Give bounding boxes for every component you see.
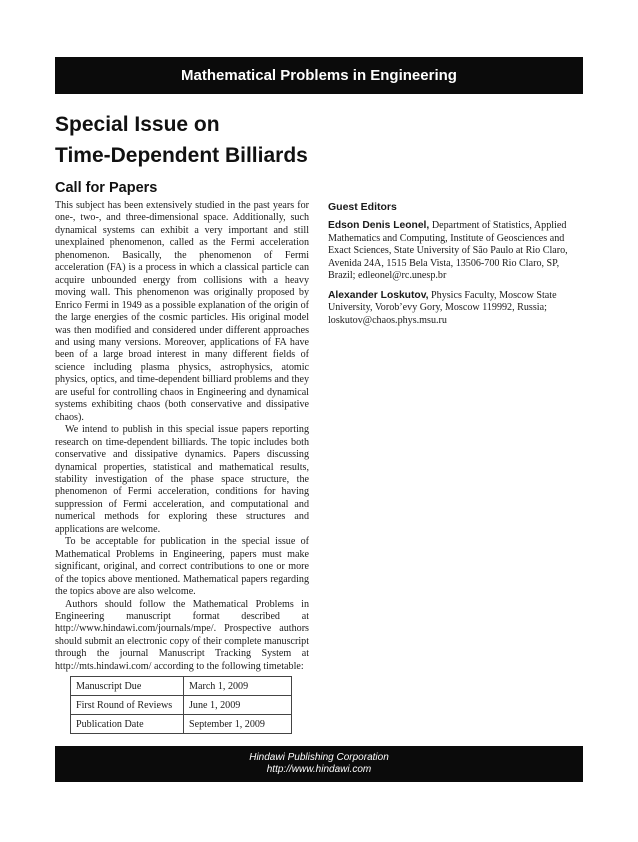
- journal-header-bar: [55, 57, 583, 94]
- publisher-footer: [55, 746, 583, 782]
- publisher-name: Hindawi Publishing Corporation: [249, 751, 389, 763]
- editor-affiliation: Department of Statistics, Applied Mathematics and Computing, Institute of Geosciences and Exact Sciences, State University of São Paulo at Rio Claro, Avenida 24A, 1515 Bela Vista, 13506-700 Rio Claro, SP, Brazil; edleonel@rc.unesp.br: [328, 220, 568, 282]
- publisher-url: http://www.hindawi.com: [266, 764, 372, 775]
- timetable-date: September 1, 2009: [184, 715, 292, 734]
- editor-affiliation: Physics Faculty, Moscow State University, Vorob’evy Gory, Moscow 119992, Russia; loskutov@chaos.phys.msu.ru: [328, 289, 557, 326]
- body-paragraph: Authors should follow the Mathematical Problems in Engineering manuscript format described at http://www.hindawi.com/journals/mpe/. Prospective authors should submit an electronic copy of their complete manuscript through the journal Manuscript Tracking System at http://mts.hindawi.com/ according to the following timetable:: [55, 598, 309, 672]
- call-body-text: [55, 200, 309, 673]
- editor-name: Alexander Loskutov,: [328, 289, 429, 301]
- timetable-date: June 1, 2009: [184, 696, 292, 715]
- timetable-label: First Round of Reviews: [71, 696, 184, 715]
- timetable: [70, 676, 292, 734]
- body-paragraph: This subject has been extensively studied in the past years for one-, two-, and three-dimensional space. Additionally, such dynamical systems can exhibit a very important and still unexplained phenomenon, called as the Fermi acceleration phenomenon. Basically, the phenomenon of Fermi acceleration (FA) is a process in which a classical particle can acquire unbounded energy from collisions with a heavy moving wall. This phenomenon was originally proposed by Enrico Fermi in 1949 as a possible explanation of the origin of the large energies of the cosmic particles. His original model was then modified and considered under different approaches and using many versions. Moreover, applications of FA have been of a large broad interest in many different fields of science including plasma physics, astrophysics, atomic physics, optics, and time-dependent billiard problems and they are useful for controlling chaos in Engineering and dynamical systems exhibiting chaos (both conservative and dissipative chaos).: [55, 200, 309, 423]
- guest-editor-entry: [328, 290, 582, 327]
- issue-title-line-1: Special Issue on: [55, 113, 220, 136]
- journal-name: Mathematical Problems in Engineering: [181, 67, 457, 84]
- editor-name: Edson Denis Leonel,: [328, 220, 430, 232]
- guest-editor-entry: [328, 220, 582, 282]
- table-row: [71, 715, 292, 734]
- timetable-label: Publication Date: [71, 715, 184, 734]
- timetable-date: March 1, 2009: [184, 677, 292, 696]
- call-for-papers-heading: Call for Papers: [55, 180, 158, 196]
- issue-title: [55, 109, 575, 171]
- table-row: [71, 696, 292, 715]
- timetable-label: Manuscript Due: [71, 677, 184, 696]
- table-row: [71, 677, 292, 696]
- guest-editors-heading: Guest Editors: [328, 201, 397, 213]
- body-paragraph: We intend to publish in this special issue papers reporting research on time-dependent billiards. The topic includes both conservative and dissipative dynamics. Papers discussing dynamical properties, statistical and mathematical results, stability investigation of the phase space structure, the phenomenon of Fermi acceleration, conditions for having suppression of Fermi acceleration, and computational and numerical methods for exploring these structures and applications are welcome.: [55, 424, 309, 535]
- guest-editors-section: [328, 201, 582, 334]
- issue-title-line-2: Time-Dependent Billiards: [55, 144, 308, 167]
- body-paragraph: To be acceptable for publication in the special issue of Mathematical Problems in Engineering, papers must make significant, original, and correct contributions to one or more of the topics above mentioned. Mathematical papers regarding the topics above are also welcome.: [55, 536, 309, 598]
